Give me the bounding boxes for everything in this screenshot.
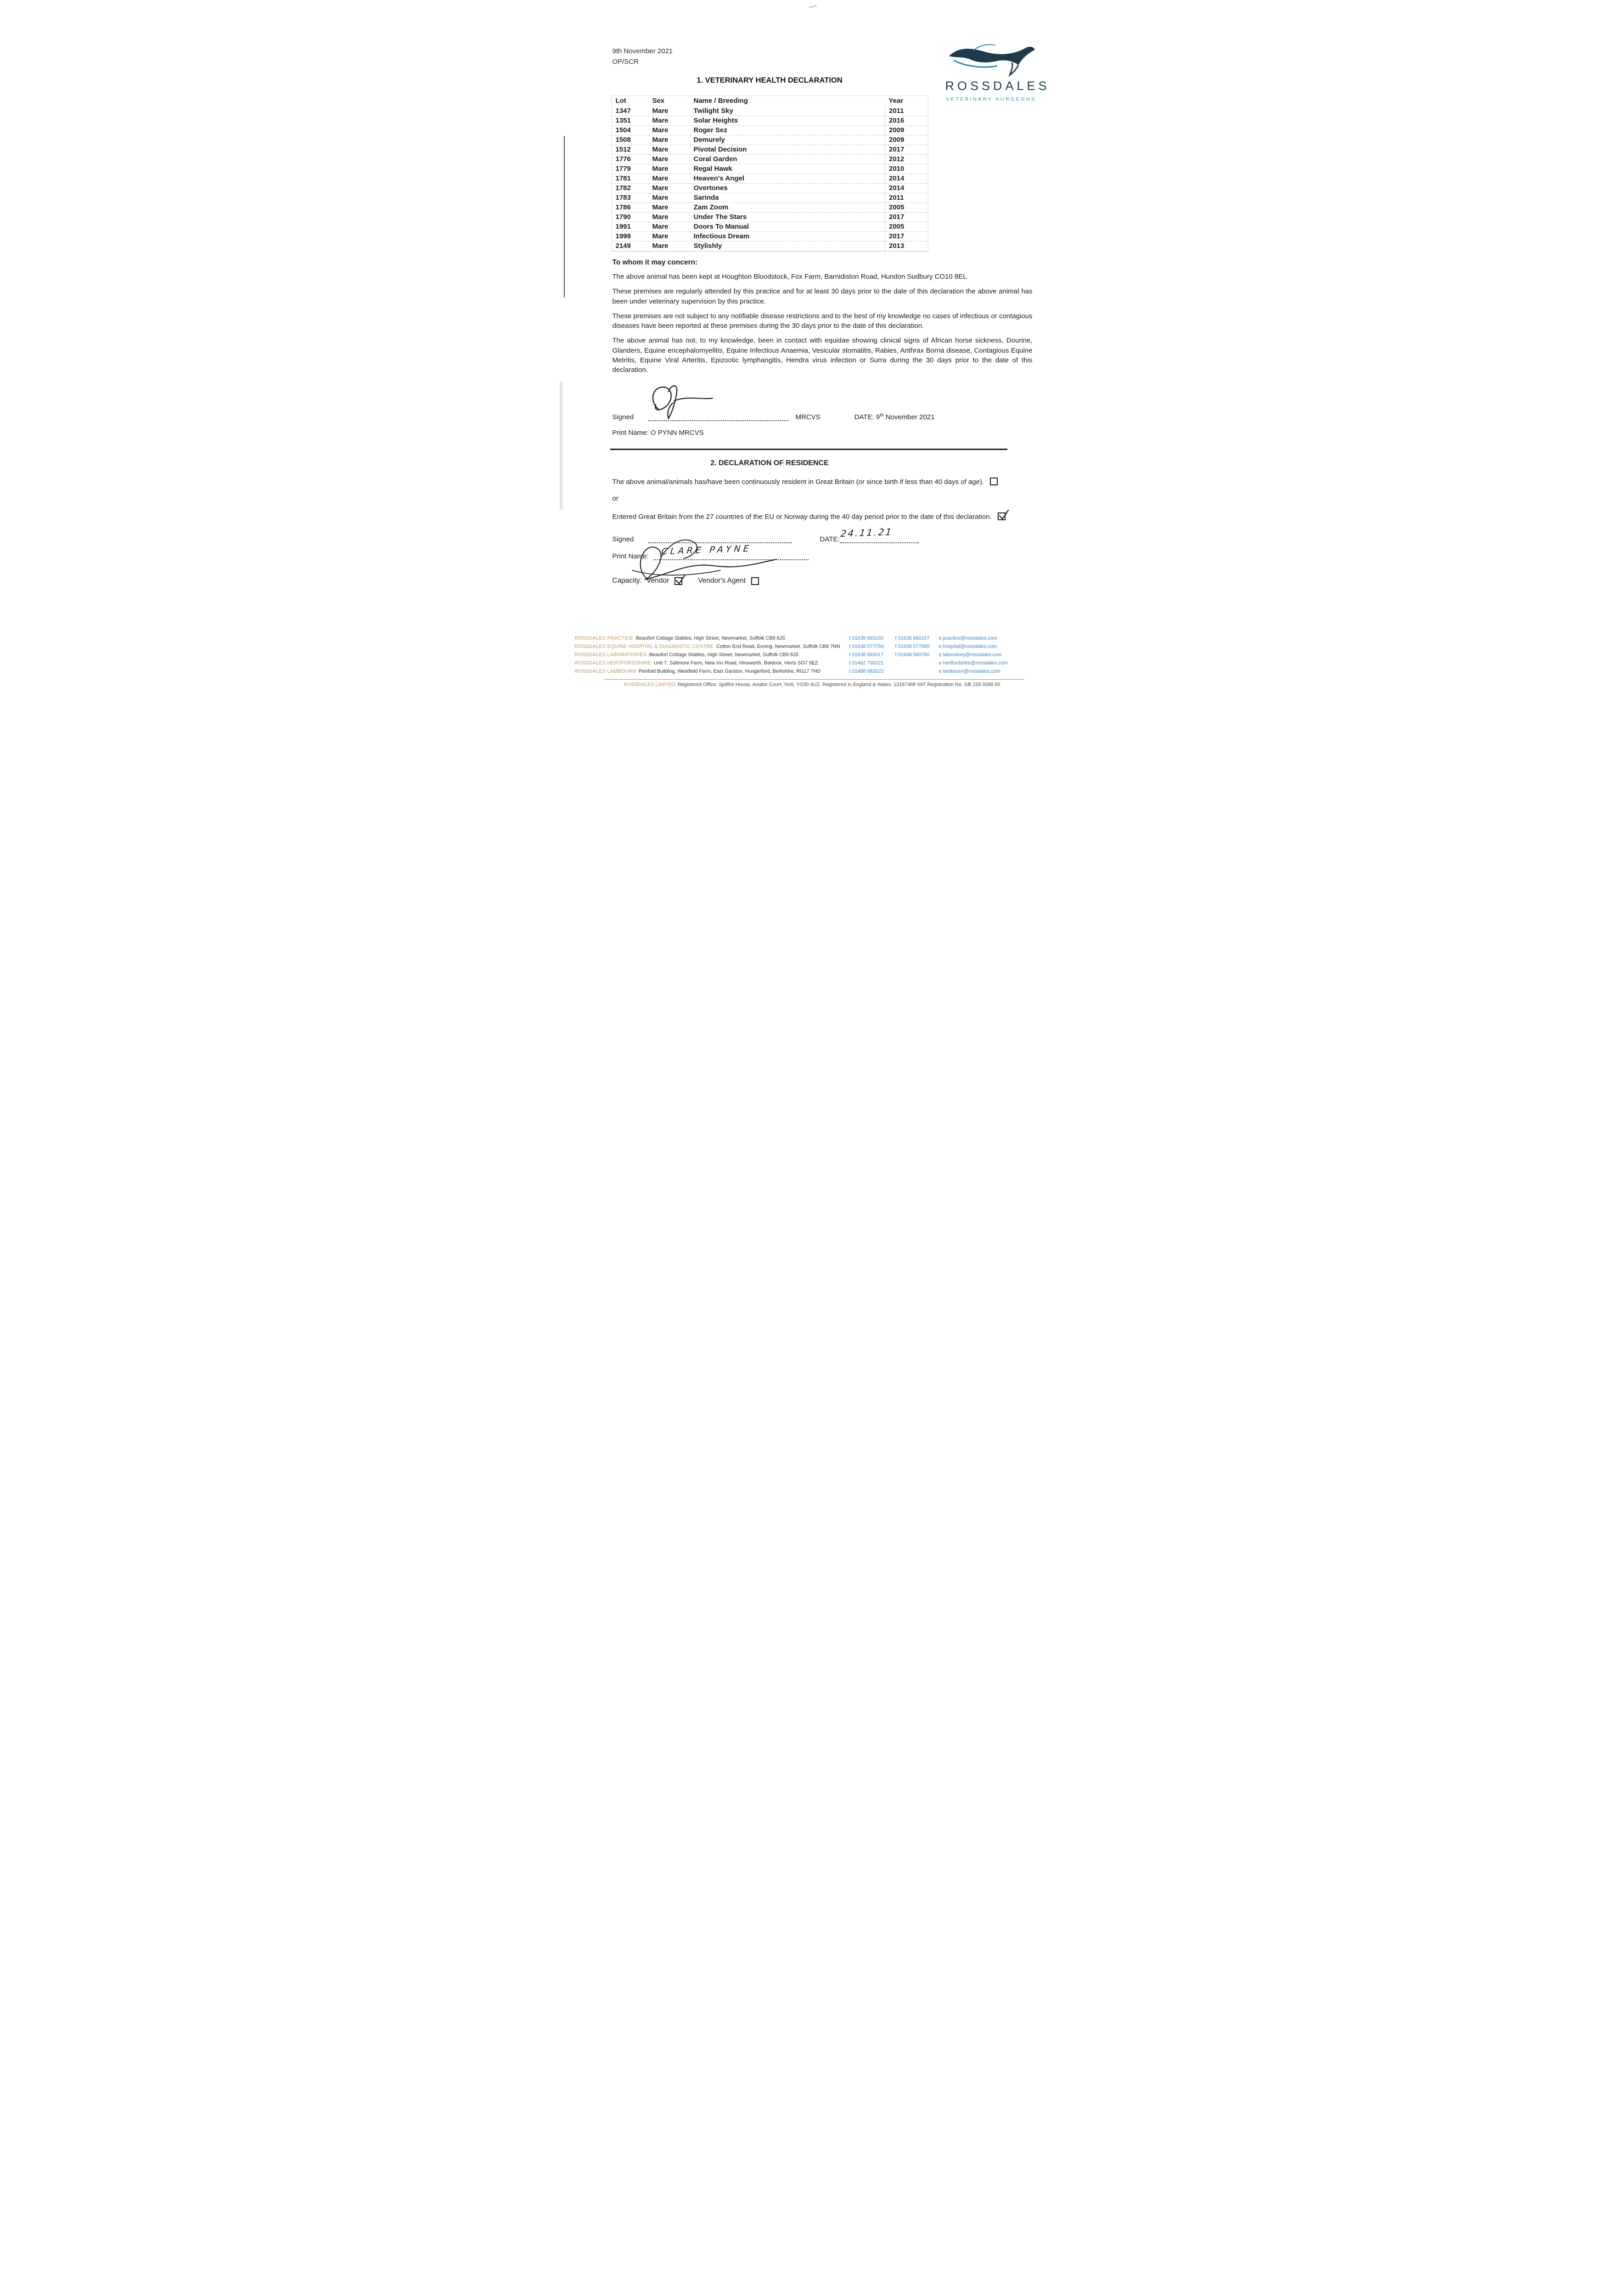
lot-cell: 1782	[612, 184, 649, 193]
table-row	[612, 184, 928, 193]
footer-location-row	[560, 659, 1065, 668]
year-cell: 2005	[885, 203, 928, 213]
name-cell: Zam Zoom	[690, 203, 885, 213]
location-name: ROSSDALES EQUINE HOSPITAL & DIAGNOSTIC CENTRE	[574, 644, 714, 650]
footer-location-row	[560, 668, 1065, 676]
name-cell: Overtones	[690, 184, 885, 193]
sex-cell: Mare	[649, 232, 690, 242]
table-row	[612, 213, 928, 222]
col-header-lot: Lot	[615, 97, 626, 105]
year-cell: 2014	[885, 184, 928, 193]
document-page	[560, 0, 1065, 714]
location-name-address	[575, 643, 849, 651]
residence-option-1	[613, 476, 1033, 489]
vendors-agent-label: Vendor's Agent	[698, 577, 746, 585]
location-address: Beaufort Cottage Stables, High Street, Newmarket, Suffolk CB8 8JS	[635, 636, 786, 642]
rossdales-logo	[945, 40, 1050, 102]
doc-ref: OP/SCR	[612, 58, 639, 66]
table-row	[612, 145, 928, 155]
location-name-address	[575, 651, 849, 659]
location-address: Beaufort Cottage Stables, High Street, Newmarket, Suffolk CB8 8JS	[649, 652, 799, 658]
table-row	[612, 193, 928, 203]
header	[560, 0, 1065, 115]
year-cell: 2011	[885, 193, 928, 203]
sex-cell: Mare	[649, 203, 690, 213]
location-fax: f 01638 660157	[895, 636, 930, 642]
col-header-sex: Sex	[652, 97, 665, 105]
horse-icon	[946, 40, 1036, 78]
vendor-checkbox	[674, 577, 682, 585]
footer-location-row	[560, 643, 1065, 651]
declaration-paragraph: These premises are not subject to any notifiable disease restrictions and to the best of my knowledge no cases of infectious or contagious diseases have been reported at these premises during the 30 days prior to the date of this declaration.	[612, 312, 1033, 330]
sex-cell: Mare	[649, 126, 690, 135]
date-label-2: DATE:	[820, 535, 840, 544]
date-sup: th	[880, 412, 884, 418]
declaration-paragraph: These premises are regularly attended by this practice and for at least 30 days prior to the date of this declaration the above animal has been under veterinary supervision by this practice.	[612, 287, 1033, 305]
residence-option-1-text: The above animal/animals has/have been continuously resident in Great Britain (or since birth if less than 40 days of age).	[612, 478, 984, 486]
qualification-label: MRCVS	[795, 413, 820, 421]
vendor-label: Vendor	[646, 577, 669, 585]
year-cell: 2012	[885, 155, 928, 164]
name-cell: Coral Garden	[690, 155, 885, 164]
name-cell: Twilight Sky	[690, 107, 885, 116]
table-row	[612, 155, 928, 164]
entered-gb-checkbox	[998, 512, 1006, 520]
section-divider	[610, 449, 1007, 450]
year-cell: 2013	[885, 242, 928, 251]
location-email: e hertfordshire@rossdales.com	[938, 660, 1008, 666]
name-cell: Demurely	[690, 135, 885, 145]
name-cell: Heaven's Angel	[690, 174, 885, 184]
col-header-year: Year	[888, 97, 904, 105]
residence-option-2-text: Entered Great Britain from the 27 countries of the EU or Norway during the 40 day period prior to the date of this declaration.	[612, 513, 992, 521]
declaration-paragraph: The above animal has not, to my knowledge, been in contact with equidae showing clinical signs of African horse sickness, Dourine, Glanders, Equine encephalomyelitis, Equine Infectious Anaemia, Vesicular stomatitis, Rabies, Anthrax Borna disease, Contagious Equine Metritis, Equine Viral Arteritis, Epizootic lymphangitis, Hendra virus infection or Surra during the 30 days prior to the date of this declaration.	[612, 337, 1033, 374]
registered-company: ROSSDALES LIMITED,	[624, 682, 677, 687]
location-tel: t 01462 790221	[849, 660, 884, 666]
sex-cell: Mare	[649, 145, 690, 155]
signed-row-2	[612, 526, 1033, 544]
location-fax: f 01638 577989	[895, 644, 930, 650]
lot-cell: 1783	[612, 193, 649, 203]
signature-line	[648, 414, 788, 421]
sex-cell: Mare	[649, 174, 690, 184]
sex-cell: Mare	[649, 155, 690, 164]
table-row	[612, 116, 928, 126]
handwritten-name: CLARE PAYNE	[661, 543, 752, 557]
print-name-label-2: Print Name:	[612, 552, 649, 561]
table-row	[612, 126, 928, 135]
lot-cell: 1504	[612, 126, 649, 135]
location-name: ROSSDALES PRACTICE	[574, 636, 633, 642]
table-row	[612, 164, 928, 174]
location-email: e lambourn@rossdales.com	[938, 669, 1001, 675]
table-row	[612, 242, 928, 251]
name-cell: Infectious Dream	[690, 232, 885, 242]
print-name-1: Print Name: O PYNN MRCVS	[612, 428, 704, 437]
sex-cell: Mare	[649, 107, 690, 116]
name-cell: Sarinda	[690, 193, 885, 203]
lot-table	[612, 96, 928, 251]
capacity-row	[613, 577, 1033, 585]
name-cell: Solar Heights	[690, 116, 885, 126]
sex-cell: Mare	[649, 116, 690, 126]
year-cell: 2017	[885, 145, 928, 155]
year-cell: 2017	[885, 213, 928, 222]
lot-cell: 1786	[612, 203, 649, 213]
tick-icon	[998, 509, 1010, 521]
registered-details: Registered Office: Spitfire House, Aviator Court, York, YO30 4UZ. Registered in England & Wales: 13167468 VAT Registration No. GB 228 9288 65	[676, 682, 1000, 687]
print-name-row-2	[612, 543, 1033, 561]
handwritten-date: 24.11.21	[840, 526, 893, 540]
name-cell: Pivotal Decision	[690, 145, 885, 155]
location-address: Penfold Building, Westfield Farm, East Garston, Hungerford, Berkshire, RG17 7HD	[639, 669, 821, 675]
year-cell: 2010	[885, 164, 928, 174]
year-cell: 2017	[885, 232, 928, 242]
or-label: or	[612, 495, 618, 503]
lot-cell: 2149	[612, 242, 649, 251]
resident-checkbox	[990, 478, 998, 485]
residence-option-2	[613, 511, 1033, 523]
date-prefix: DATE: 9	[854, 413, 880, 421]
name-cell: Roger Sez	[690, 126, 885, 135]
location-email: e laboratory@rossdales.com	[938, 652, 1002, 658]
lot-cell: 1512	[612, 145, 649, 155]
sex-cell: Mare	[649, 164, 690, 174]
footer-rule	[603, 679, 1024, 680]
location-name: ROSSDALES LABORATORIES	[574, 652, 646, 658]
lot-cell: 1999	[612, 232, 649, 242]
signed-label: Signed	[612, 413, 634, 421]
section1-title: 1. VETERINARY HEALTH DECLARATION	[697, 76, 843, 84]
table-row	[612, 135, 928, 145]
year-cell: 2009	[885, 126, 928, 135]
location-name: ROSSDALES HERTFORDSHIRE	[574, 660, 651, 666]
scan-artifact-edge-line	[564, 136, 565, 298]
to-whom-heading: To whom it may concern:	[612, 259, 698, 266]
year-cell: 2011	[885, 107, 928, 116]
col-header-name-breeding: Name / Breeding	[693, 97, 748, 105]
name-cell: Stylishly	[690, 242, 885, 251]
location-email: e hospital@rossdales.com	[938, 644, 997, 650]
doc-date: 9th November 2021	[612, 47, 673, 55]
table-row	[612, 203, 928, 213]
logo-subtitle: VETERINARY SURGEONS	[946, 96, 1036, 102]
date-1	[854, 413, 935, 421]
footer-location-row	[560, 651, 1065, 659]
lot-cell: 1991	[612, 222, 649, 232]
lot-cell: 1781	[612, 174, 649, 184]
sex-cell: Mare	[649, 135, 690, 145]
sex-cell: Mare	[649, 213, 690, 222]
location-address: Cotton End Road, Exning, Newmarket, Suffolk CB8 7NN	[716, 644, 840, 650]
location-name-address	[575, 668, 849, 676]
print-name-line-2	[653, 543, 809, 560]
signed-row-1	[613, 413, 1033, 421]
vendors-agent-checkbox	[751, 577, 759, 585]
table-row	[612, 222, 928, 232]
sex-cell: Mare	[649, 242, 690, 251]
location-name-address	[575, 659, 849, 668]
section-2	[560, 459, 1065, 585]
sex-cell: Mare	[649, 184, 690, 193]
location-email: e practice@rossdales.com	[938, 636, 997, 642]
signature-line-2	[648, 536, 792, 543]
year-cell: 2005	[885, 222, 928, 232]
year-cell: 2014	[885, 174, 928, 184]
location-name-address	[575, 635, 849, 643]
footer	[560, 635, 1065, 687]
lot-cell: 1776	[612, 155, 649, 164]
sex-cell: Mare	[649, 222, 690, 232]
lot-cell: 1779	[612, 164, 649, 174]
logo-wordmark: ROSSDALES	[945, 79, 1050, 93]
signed-label-2: Signed	[612, 535, 634, 544]
location-tel: t 01638 663150	[849, 636, 884, 642]
date-rest: November 2021	[883, 413, 935, 421]
date-2	[820, 526, 919, 544]
footer-location-row	[560, 635, 1065, 643]
table-row	[612, 174, 928, 184]
name-cell: Doors To Manual	[690, 222, 885, 232]
name-cell: Regal Hawk	[690, 164, 885, 174]
location-tel: t 01638 577754	[849, 644, 884, 650]
sex-cell: Mare	[649, 193, 690, 203]
lot-table-container	[612, 96, 928, 252]
name-cell: Under The Stars	[690, 213, 885, 222]
year-cell: 2009	[885, 135, 928, 145]
location-name: ROSSDALES LAMBOURN	[574, 669, 636, 675]
registered-line	[560, 682, 1065, 687]
location-fax: f 01638 560780	[895, 652, 930, 658]
lot-cell: 1790	[612, 213, 649, 222]
lot-cell: 1347	[612, 107, 649, 116]
lot-cell: 1351	[612, 116, 649, 126]
lot-cell: 1508	[612, 135, 649, 145]
location-address: Unit 7, Saltmore Farm, New Inn Road, Hinxworth, Baldock, Herts SG7 5EZ	[653, 660, 818, 666]
section2-title: 2. DECLARATION OF RESIDENCE	[710, 459, 829, 467]
tick-icon	[674, 574, 686, 586]
location-tel: t 01488 683522	[849, 669, 884, 675]
capacity-label: Capacity:	[612, 577, 642, 585]
location-tel: t 01638 663017	[849, 652, 884, 658]
declaration-paragraph: The above animal has been kept at Houghton Bloodstock, Fox Farm, Barnidiston Road, Hundon Sudbury CO10 8EL	[612, 273, 967, 281]
year-cell: 2016	[885, 116, 928, 126]
date-line-2	[840, 526, 919, 543]
table-row	[612, 232, 928, 242]
